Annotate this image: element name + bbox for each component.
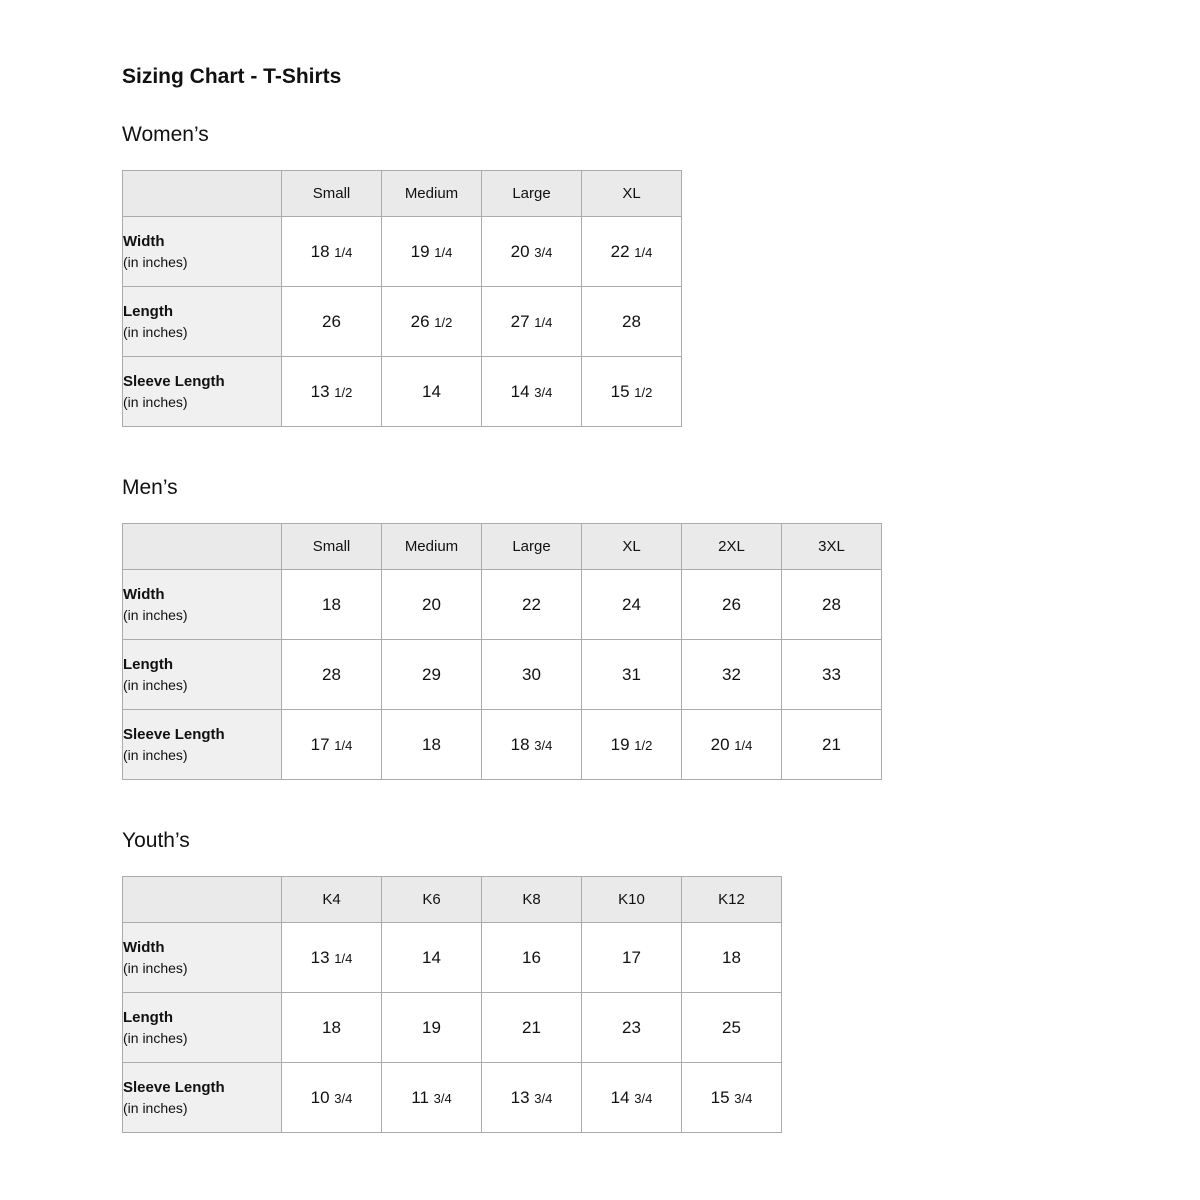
row-sublabel: (in inches) (123, 677, 188, 693)
size-value: 18 (682, 923, 782, 993)
size-value: 26 (282, 287, 382, 357)
measurement-row (123, 710, 882, 780)
size-column-header: XL (582, 171, 682, 217)
size-value: 18 (282, 993, 382, 1063)
size-value: 20 3/4 (482, 217, 582, 287)
size-column-header: 3XL (782, 524, 882, 570)
measurement-row (123, 217, 682, 287)
size-value: 26 (682, 570, 782, 640)
corner-cell (123, 171, 282, 217)
row-label-cell (123, 640, 282, 710)
size-value: 11 3/4 (382, 1063, 482, 1133)
size-value: 10 3/4 (282, 1063, 382, 1133)
measurement-row (123, 357, 682, 427)
row-label-cell (123, 710, 282, 780)
size-value: 17 (582, 923, 682, 993)
size-column-header: Medium (382, 171, 482, 217)
section-heading-youths: Youth’s (122, 829, 190, 852)
mens-sizing-table (122, 523, 882, 780)
womens-sizing-table (122, 170, 682, 427)
section-heading-womens: Women’s (122, 123, 209, 146)
row-label-cell (123, 217, 282, 287)
size-value: 20 (382, 570, 482, 640)
measurement-row (123, 570, 882, 640)
size-value: 16 (482, 923, 582, 993)
row-sublabel: (in inches) (123, 747, 188, 763)
size-column-header: Small (282, 171, 382, 217)
size-value: 21 (782, 710, 882, 780)
size-value: 18 (382, 710, 482, 780)
size-value: 26 1/2 (382, 287, 482, 357)
row-label: Sleeve Length (123, 373, 225, 390)
size-column-header: K8 (482, 877, 582, 923)
corner-cell (123, 524, 282, 570)
size-value: 33 (782, 640, 882, 710)
size-value: 14 3/4 (582, 1063, 682, 1133)
size-column-header: K6 (382, 877, 482, 923)
size-value: 31 (582, 640, 682, 710)
measurement-row (123, 993, 782, 1063)
row-sublabel: (in inches) (123, 324, 188, 340)
size-value: 13 1/4 (282, 923, 382, 993)
size-value: 24 (582, 570, 682, 640)
size-value: 20 1/4 (682, 710, 782, 780)
size-header-row (123, 524, 882, 570)
size-column-header: K12 (682, 877, 782, 923)
row-label: Width (123, 939, 165, 956)
size-value: 18 1/4 (282, 217, 382, 287)
size-value: 13 1/2 (282, 357, 382, 427)
row-label-cell (123, 287, 282, 357)
size-value: 13 3/4 (482, 1063, 582, 1133)
row-sublabel: (in inches) (123, 1100, 188, 1116)
size-value: 25 (682, 993, 782, 1063)
size-header-row (123, 877, 782, 923)
size-value: 21 (482, 993, 582, 1063)
size-value: 28 (282, 640, 382, 710)
row-label: Length (123, 656, 173, 673)
size-value: 28 (782, 570, 882, 640)
row-label: Width (123, 586, 165, 603)
row-sublabel: (in inches) (123, 607, 188, 623)
row-sublabel: (in inches) (123, 1030, 188, 1046)
row-label-cell (123, 1063, 282, 1133)
size-column-header: Medium (382, 524, 482, 570)
row-label: Sleeve Length (123, 1079, 225, 1096)
measurement-row (123, 287, 682, 357)
row-label: Sleeve Length (123, 726, 225, 743)
size-value: 32 (682, 640, 782, 710)
size-value: 17 1/4 (282, 710, 382, 780)
row-label: Length (123, 303, 173, 320)
size-value: 23 (582, 993, 682, 1063)
size-column-header: K10 (582, 877, 682, 923)
size-value: 30 (482, 640, 582, 710)
size-value: 15 3/4 (682, 1063, 782, 1133)
size-value: 22 1/4 (582, 217, 682, 287)
measurement-row (123, 640, 882, 710)
row-sublabel: (in inches) (123, 254, 188, 270)
corner-cell (123, 877, 282, 923)
size-value: 15 1/2 (582, 357, 682, 427)
size-column-header: K4 (282, 877, 382, 923)
row-sublabel: (in inches) (123, 960, 188, 976)
size-value: 18 3/4 (482, 710, 582, 780)
size-value: 29 (382, 640, 482, 710)
size-value: 28 (582, 287, 682, 357)
size-value: 27 1/4 (482, 287, 582, 357)
row-label: Width (123, 233, 165, 250)
size-column-header: Large (482, 171, 582, 217)
row-label: Length (123, 1009, 173, 1026)
row-label-cell (123, 570, 282, 640)
row-label-cell (123, 993, 282, 1063)
size-value: 19 1/4 (382, 217, 482, 287)
size-header-row (123, 171, 682, 217)
size-value: 14 (382, 357, 482, 427)
page-title: Sizing Chart - T-Shirts (122, 65, 342, 88)
section-heading-mens: Men’s (122, 476, 178, 499)
size-value: 22 (482, 570, 582, 640)
size-column-header: Large (482, 524, 582, 570)
row-label-cell (123, 357, 282, 427)
size-column-header: 2XL (682, 524, 782, 570)
size-column-header: Small (282, 524, 382, 570)
row-label-cell (123, 923, 282, 993)
youths-sizing-table (122, 876, 782, 1133)
size-column-header: XL (582, 524, 682, 570)
row-sublabel: (in inches) (123, 394, 188, 410)
size-value: 14 (382, 923, 482, 993)
measurement-row (123, 923, 782, 993)
size-value: 19 1/2 (582, 710, 682, 780)
measurement-row (123, 1063, 782, 1133)
size-value: 18 (282, 570, 382, 640)
size-value: 14 3/4 (482, 357, 582, 427)
size-value: 19 (382, 993, 482, 1063)
